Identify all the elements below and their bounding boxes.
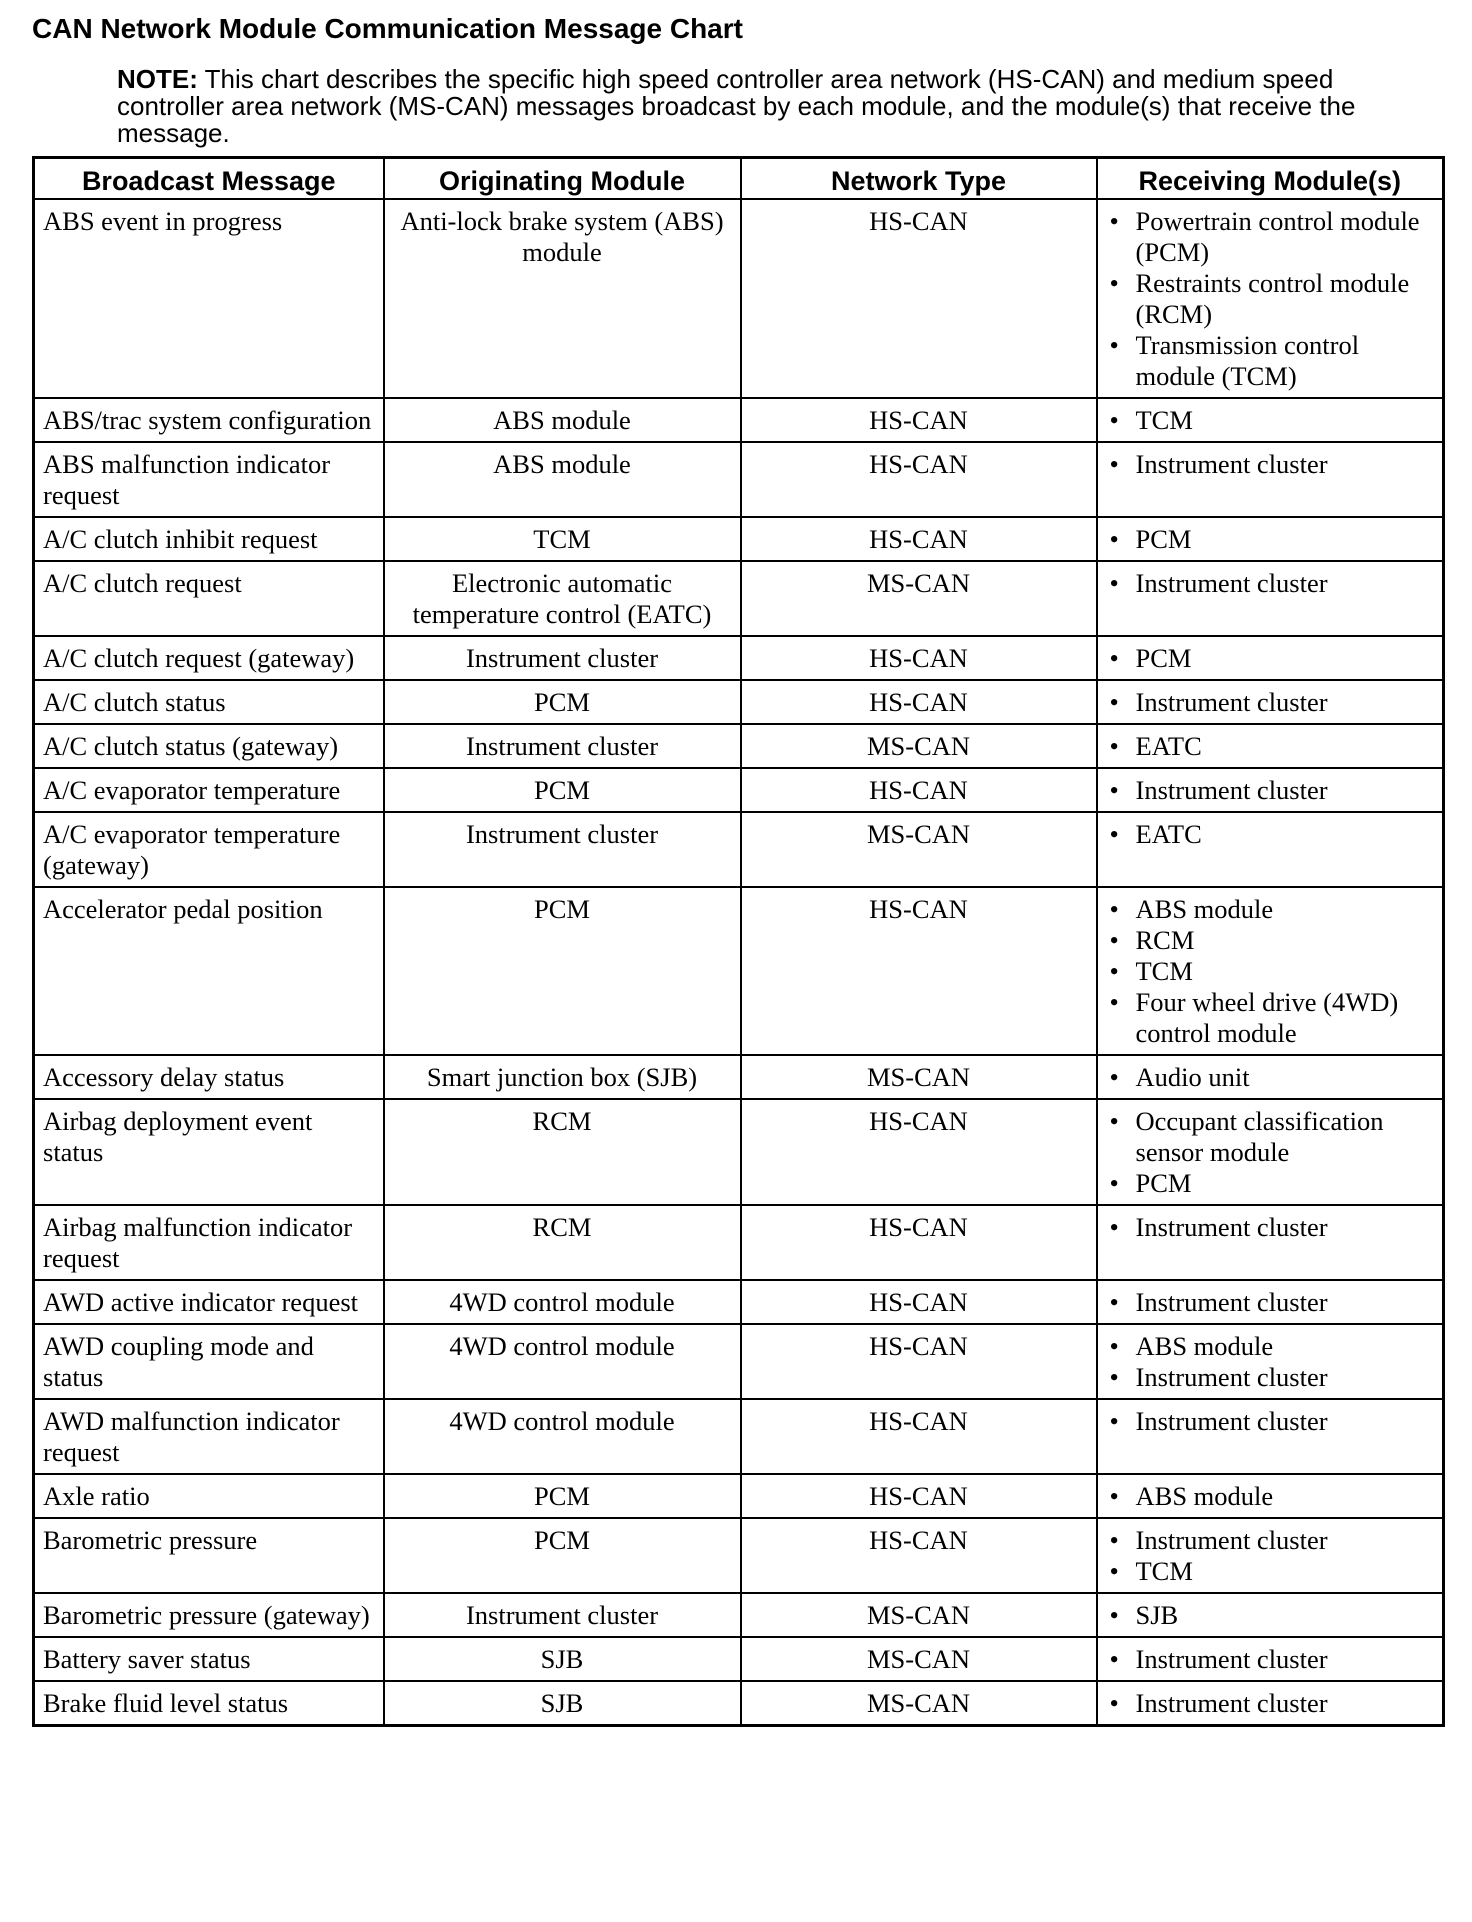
network-type-cell: HS-CAN bbox=[741, 1099, 1097, 1205]
receiving-module-item: • PCM bbox=[1106, 1168, 1435, 1199]
originating-module-cell: Electronic automatic temperature control (EATC) bbox=[384, 561, 741, 636]
receiving-module-item: • Instrument cluster bbox=[1106, 1688, 1435, 1719]
broadcast-message-cell: AWD active indicator request bbox=[34, 1280, 384, 1324]
receiving-modules-cell bbox=[1097, 1637, 1444, 1681]
broadcast-message-cell: AWD malfunction indicator request bbox=[34, 1399, 384, 1474]
table-row bbox=[34, 1518, 1444, 1593]
receiving-modules-list bbox=[1106, 1287, 1435, 1318]
message-chart-table bbox=[32, 156, 1445, 1727]
receiving-module-item: • Transmission control module (TCM) bbox=[1106, 330, 1435, 392]
table-row bbox=[34, 442, 1444, 517]
broadcast-message-cell: ABS event in progress bbox=[34, 199, 384, 398]
receiving-module-item: • ABS module bbox=[1106, 1481, 1435, 1512]
broadcast-message-cell: Accessory delay status bbox=[34, 1055, 384, 1099]
receiving-module-item: • Instrument cluster bbox=[1106, 1287, 1435, 1318]
receiving-module-item: • Instrument cluster bbox=[1106, 687, 1435, 718]
receiving-modules-cell bbox=[1097, 1399, 1444, 1474]
table-row bbox=[34, 1593, 1444, 1637]
broadcast-message-cell: Airbag deployment event status bbox=[34, 1099, 384, 1205]
broadcast-message-cell: A/C clutch request (gateway) bbox=[34, 636, 384, 680]
network-type-cell: MS-CAN bbox=[741, 561, 1097, 636]
page-title: CAN Network Module Communication Message Chart bbox=[32, 13, 743, 44]
originating-module-cell: Smart junction box (SJB) bbox=[384, 1055, 741, 1099]
table-row bbox=[34, 398, 1444, 442]
receiving-modules-cell bbox=[1097, 1681, 1444, 1726]
header-receiving-modules: Receiving Module(s) bbox=[1097, 158, 1444, 199]
receiving-modules-cell bbox=[1097, 561, 1444, 636]
originating-module-cell: ABS module bbox=[384, 442, 741, 517]
network-type-cell: HS-CAN bbox=[741, 442, 1097, 517]
table-header-row bbox=[34, 158, 1444, 199]
receiving-module-item: • Instrument cluster bbox=[1106, 1406, 1435, 1437]
receiving-modules-cell bbox=[1097, 636, 1444, 680]
table-row bbox=[34, 1681, 1444, 1726]
network-type-cell: HS-CAN bbox=[741, 1399, 1097, 1474]
header-originating-module: Originating Module bbox=[384, 158, 741, 199]
receiving-module-item: • Instrument cluster bbox=[1106, 1644, 1435, 1675]
network-type-cell: MS-CAN bbox=[741, 1055, 1097, 1099]
network-type-cell: HS-CAN bbox=[741, 887, 1097, 1055]
broadcast-message-cell: Airbag malfunction indicator request bbox=[34, 1205, 384, 1280]
receiving-modules-list bbox=[1106, 775, 1435, 806]
originating-module-cell: PCM bbox=[384, 1518, 741, 1593]
receiving-modules-cell bbox=[1097, 724, 1444, 768]
receiving-module-item: • Instrument cluster bbox=[1106, 1525, 1435, 1556]
receiving-modules-list bbox=[1106, 1331, 1435, 1393]
note-label: NOTE: bbox=[117, 64, 198, 94]
table-body bbox=[34, 199, 1444, 1726]
originating-module-cell: RCM bbox=[384, 1099, 741, 1205]
receiving-module-item: • RCM bbox=[1106, 925, 1435, 956]
network-type-cell: HS-CAN bbox=[741, 1518, 1097, 1593]
broadcast-message-cell: A/C clutch status (gateway) bbox=[34, 724, 384, 768]
receiving-modules-cell bbox=[1097, 1205, 1444, 1280]
receiving-module-item: • TCM bbox=[1106, 405, 1435, 436]
receiving-modules-list bbox=[1106, 1481, 1435, 1512]
header-network-type: Network Type bbox=[741, 158, 1097, 199]
originating-module-cell: ABS module bbox=[384, 398, 741, 442]
network-type-cell: MS-CAN bbox=[741, 1681, 1097, 1726]
network-type-cell: MS-CAN bbox=[741, 724, 1097, 768]
network-type-cell: MS-CAN bbox=[741, 1637, 1097, 1681]
receiving-module-item: • ABS module bbox=[1106, 1331, 1435, 1362]
originating-module-cell: PCM bbox=[384, 887, 741, 1055]
broadcast-message-cell: Battery saver status bbox=[34, 1637, 384, 1681]
broadcast-message-cell: Barometric pressure (gateway) bbox=[34, 1593, 384, 1637]
network-type-cell: HS-CAN bbox=[741, 1474, 1097, 1518]
network-type-cell: HS-CAN bbox=[741, 517, 1097, 561]
receiving-modules-list bbox=[1106, 1644, 1435, 1675]
receiving-modules-list bbox=[1106, 1106, 1435, 1199]
broadcast-message-cell: AWD coupling mode and status bbox=[34, 1324, 384, 1399]
receiving-modules-cell bbox=[1097, 199, 1444, 398]
table-row bbox=[34, 199, 1444, 398]
receiving-modules-cell bbox=[1097, 1474, 1444, 1518]
receiving-module-item: • Powertrain control module (PCM) bbox=[1106, 206, 1435, 268]
receiving-module-item: • Audio unit bbox=[1106, 1062, 1435, 1093]
broadcast-message-cell: ABS malfunction indicator request bbox=[34, 442, 384, 517]
receiving-modules-cell bbox=[1097, 680, 1444, 724]
originating-module-cell: RCM bbox=[384, 1205, 741, 1280]
note-paragraph bbox=[117, 66, 1357, 147]
receiving-modules-cell bbox=[1097, 1593, 1444, 1637]
receiving-module-item: • EATC bbox=[1106, 819, 1435, 850]
originating-module-cell: 4WD control module bbox=[384, 1399, 741, 1474]
receiving-modules-list bbox=[1106, 687, 1435, 718]
receiving-module-item: • Instrument cluster bbox=[1106, 1362, 1435, 1393]
broadcast-message-cell: Brake fluid level status bbox=[34, 1681, 384, 1726]
receiving-modules-cell bbox=[1097, 768, 1444, 812]
network-type-cell: HS-CAN bbox=[741, 636, 1097, 680]
network-type-cell: HS-CAN bbox=[741, 680, 1097, 724]
table-row bbox=[34, 636, 1444, 680]
receiving-module-item: • SJB bbox=[1106, 1600, 1435, 1631]
table-row bbox=[34, 812, 1444, 887]
receiving-module-item: • PCM bbox=[1106, 524, 1435, 555]
receiving-modules-list bbox=[1106, 1688, 1435, 1719]
table-row bbox=[34, 1055, 1444, 1099]
receiving-modules-list bbox=[1106, 819, 1435, 850]
receiving-module-item: • Instrument cluster bbox=[1106, 775, 1435, 806]
receiving-modules-list bbox=[1106, 405, 1435, 436]
network-type-cell: HS-CAN bbox=[741, 1324, 1097, 1399]
broadcast-message-cell: Axle ratio bbox=[34, 1474, 384, 1518]
receiving-modules-cell bbox=[1097, 1055, 1444, 1099]
receiving-modules-list bbox=[1106, 1212, 1435, 1243]
originating-module-cell: Anti-lock brake system (ABS) module bbox=[384, 199, 741, 398]
receiving-modules-list bbox=[1106, 524, 1435, 555]
broadcast-message-cell: A/C evaporator temperature (gateway) bbox=[34, 812, 384, 887]
receiving-modules-cell bbox=[1097, 887, 1444, 1055]
receiving-modules-list bbox=[1106, 568, 1435, 599]
receiving-modules-list bbox=[1106, 731, 1435, 762]
originating-module-cell: Instrument cluster bbox=[384, 812, 741, 887]
table-row bbox=[34, 1280, 1444, 1324]
receiving-module-item: • ABS module bbox=[1106, 894, 1435, 925]
receiving-module-item: • Instrument cluster bbox=[1106, 449, 1435, 480]
originating-module-cell: PCM bbox=[384, 1474, 741, 1518]
broadcast-message-cell: Accelerator pedal position bbox=[34, 887, 384, 1055]
originating-module-cell: Instrument cluster bbox=[384, 1593, 741, 1637]
note-text: This chart describes the specific high speed controller area network (HS-CAN) and medium speed controller area network (MS-CAN) messages broadcast by each module, and the module(s) that receive the message. bbox=[117, 64, 1356, 148]
receiving-module-item: • Instrument cluster bbox=[1106, 568, 1435, 599]
receiving-modules-cell bbox=[1097, 398, 1444, 442]
receiving-modules-cell bbox=[1097, 1099, 1444, 1205]
table-row bbox=[34, 887, 1444, 1055]
receiving-modules-cell bbox=[1097, 442, 1444, 517]
receiving-module-item: • Instrument cluster bbox=[1106, 1212, 1435, 1243]
originating-module-cell: 4WD control module bbox=[384, 1324, 741, 1399]
table-row bbox=[34, 1474, 1444, 1518]
receiving-module-item: • EATC bbox=[1106, 731, 1435, 762]
broadcast-message-cell: A/C evaporator temperature bbox=[34, 768, 384, 812]
network-type-cell: HS-CAN bbox=[741, 398, 1097, 442]
table-row bbox=[34, 1205, 1444, 1280]
broadcast-message-cell: ABS/trac system configuration bbox=[34, 398, 384, 442]
receiving-module-item: • PCM bbox=[1106, 643, 1435, 674]
table-row bbox=[34, 1637, 1444, 1681]
receiving-modules-list bbox=[1106, 206, 1435, 392]
network-type-cell: HS-CAN bbox=[741, 1280, 1097, 1324]
network-type-cell: HS-CAN bbox=[741, 1205, 1097, 1280]
table-row bbox=[34, 1099, 1444, 1205]
originating-module-cell: 4WD control module bbox=[384, 1280, 741, 1324]
header-broadcast-message: Broadcast Message bbox=[34, 158, 384, 199]
table-row bbox=[34, 1324, 1444, 1399]
receiving-module-item: • TCM bbox=[1106, 956, 1435, 987]
receiving-modules-cell bbox=[1097, 1280, 1444, 1324]
originating-module-cell: Instrument cluster bbox=[384, 724, 741, 768]
originating-module-cell: SJB bbox=[384, 1637, 741, 1681]
table-row bbox=[34, 517, 1444, 561]
receiving-module-item: • Occupant classification sensor module bbox=[1106, 1106, 1435, 1168]
receiving-modules-cell bbox=[1097, 1518, 1444, 1593]
table-row bbox=[34, 1399, 1444, 1474]
receiving-modules-list bbox=[1106, 643, 1435, 674]
originating-module-cell: TCM bbox=[384, 517, 741, 561]
broadcast-message-cell: Barometric pressure bbox=[34, 1518, 384, 1593]
receiving-modules-list bbox=[1106, 894, 1435, 1049]
network-type-cell: MS-CAN bbox=[741, 1593, 1097, 1637]
broadcast-message-cell: A/C clutch status bbox=[34, 680, 384, 724]
table-row bbox=[34, 561, 1444, 636]
receiving-modules-cell bbox=[1097, 812, 1444, 887]
table-row bbox=[34, 680, 1444, 724]
network-type-cell: MS-CAN bbox=[741, 812, 1097, 887]
broadcast-message-cell: A/C clutch request bbox=[34, 561, 384, 636]
receiving-modules-cell bbox=[1097, 1324, 1444, 1399]
broadcast-message-cell: A/C clutch inhibit request bbox=[34, 517, 384, 561]
receiving-modules-list bbox=[1106, 1406, 1435, 1437]
receiving-modules-list bbox=[1106, 449, 1435, 480]
originating-module-cell: PCM bbox=[384, 680, 741, 724]
receiving-modules-list bbox=[1106, 1525, 1435, 1587]
receiving-module-item: • Four wheel drive (4WD) control module bbox=[1106, 987, 1435, 1049]
originating-module-cell: Instrument cluster bbox=[384, 636, 741, 680]
table-row bbox=[34, 724, 1444, 768]
network-type-cell: HS-CAN bbox=[741, 199, 1097, 398]
receiving-modules-cell bbox=[1097, 517, 1444, 561]
originating-module-cell: SJB bbox=[384, 1681, 741, 1726]
network-type-cell: HS-CAN bbox=[741, 768, 1097, 812]
table-row bbox=[34, 768, 1444, 812]
originating-module-cell: PCM bbox=[384, 768, 741, 812]
receiving-modules-list bbox=[1106, 1600, 1435, 1631]
receiving-module-item: • TCM bbox=[1106, 1556, 1435, 1587]
receiving-modules-list bbox=[1106, 1062, 1435, 1093]
receiving-module-item: • Restraints control module (RCM) bbox=[1106, 268, 1435, 330]
